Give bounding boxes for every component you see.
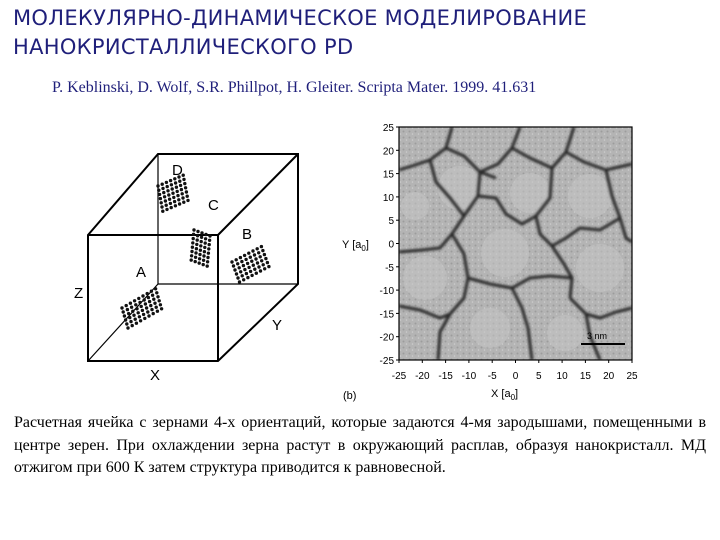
atom [243,254,246,257]
atom [204,241,207,244]
cube-edge [218,154,298,235]
x-tick-label: 15 [579,371,591,382]
atom [199,244,202,247]
atom [255,272,258,275]
atom [206,256,209,259]
y-tick-label: -5 [385,262,394,274]
atom [194,260,197,263]
atom [143,317,146,320]
atom [131,324,134,327]
atom [246,262,249,265]
atom [144,302,147,305]
atom [174,181,177,184]
atom [138,301,141,304]
atom [250,260,253,263]
grain-label-d: D [172,162,183,179]
atom [156,184,159,187]
atom [266,261,269,264]
atom [190,258,193,261]
atom [183,182,186,185]
atom [174,204,177,207]
y-axis-ticks [380,123,399,367]
axis-label-x: X [150,367,161,384]
atom [192,233,195,236]
atom [147,314,150,317]
atom [170,183,173,186]
atom [202,263,205,266]
atom [198,261,201,264]
atom [260,245,263,248]
panel-label-b: (b) [343,390,357,402]
figure [60,118,660,408]
atom [200,240,203,243]
atom [120,306,123,309]
atom [235,258,238,261]
y-tick-label: 5 [388,216,394,228]
atom [196,238,199,241]
x-tick-label: -20 [415,371,430,382]
atom [236,276,239,279]
atom [192,228,195,231]
atom [165,208,168,211]
atom [141,309,144,312]
x-tick-label: 25 [626,371,638,382]
figure-caption: Расчетная ячейка с зернами 4-х ориентаций, которые задаются 4-мя зародышами, помещенными в центре зерен. При охлаждении зерна растут в окружающий расплав, образуя нанокристалл. МД отжигом при 600 К затем структура приводится к равновесной. [14,414,706,476]
y-axis-label: Y $[a_0]$ [342,239,369,253]
atom [169,202,172,205]
x-tick-label: 5 [536,371,542,382]
atom [149,304,152,307]
atom [242,278,245,281]
atom [131,310,134,313]
atom [161,210,164,213]
atom [194,251,197,254]
y-tick-label: -25 [379,356,394,367]
atom [178,202,181,205]
atom [190,250,193,253]
atom [182,201,185,204]
grain-interior [568,174,612,218]
atom [203,250,206,253]
atom [175,186,178,189]
atom [200,231,203,234]
atom [150,308,153,311]
atom [199,249,202,252]
axis-label-y: Y [272,317,283,334]
atom [240,260,243,263]
atom [166,189,169,192]
grain-label-a: A [136,264,147,281]
atom [167,193,170,196]
grain-interior [481,229,529,277]
atom [137,311,140,314]
atom [190,254,193,257]
atom [171,187,174,190]
x-tick-label: 20 [603,371,615,382]
atom [200,236,203,239]
atom [160,205,163,208]
x-tick-label: -25 [391,371,407,382]
atom [125,304,128,307]
atom [170,206,173,209]
grain-interior [438,166,482,210]
x-tick-label: -5 [487,371,497,382]
atom [139,319,142,322]
atom [142,313,145,316]
atom [259,269,262,272]
atom [198,253,201,256]
grain-label-c: C [208,197,219,214]
atom [146,292,149,295]
atom [158,193,161,196]
slide-title-line-1: МОЛЕКУЛЯРНО-ДИНАМИЧЕСКОЕ МОДЕЛИРОВАНИЕ [13,6,588,30]
atom [263,267,266,270]
atom [165,181,168,184]
atom [208,243,211,246]
atom [191,246,194,249]
atom [262,263,265,266]
grain-interior [470,308,510,348]
atom [250,274,253,277]
atom [253,268,256,271]
x-tick-label: 10 [556,371,568,382]
atom [202,259,205,262]
x-axis-label: X $[a_0]$ [491,388,519,402]
atom [204,233,207,236]
atom [178,180,181,183]
y-tick-label: -15 [379,309,394,321]
atom [230,260,233,263]
reference-citation: P. Keblinski, D. Wolf, S.R. Phillpot, H. Gleiter. Scripta Mater. 1999. 41.631 [52,79,537,96]
y-tick-label: 25 [382,123,394,134]
grain-seeds [120,174,270,330]
y-tick-label: 15 [382,169,394,181]
atom [244,258,247,261]
slide-title [13,4,713,62]
atom [126,326,129,329]
atom [173,200,176,203]
y-tick-label: 20 [382,146,394,158]
x-tick-label: -10 [461,371,477,382]
atom [127,312,130,315]
atom [185,190,188,193]
atom [148,300,151,303]
y-tick-label: -10 [379,286,394,298]
atom [180,188,183,191]
atom [160,201,163,204]
atom [238,280,241,283]
atom [154,287,157,290]
atom [203,246,206,249]
atom [159,197,162,200]
atom [181,196,184,199]
atom [245,272,248,275]
atom [186,195,189,198]
atom [145,306,148,309]
atom [261,249,264,252]
atom [147,296,150,299]
atom [256,261,259,264]
x-axis-ticks [392,360,638,382]
atom [233,268,236,271]
grain-label-b: B [242,226,253,243]
atom [239,270,242,273]
atom [162,191,165,194]
atom [184,186,187,189]
atom [156,310,159,313]
atom [195,243,198,246]
atom [133,299,136,302]
atom [176,190,179,193]
y-tick-label: 10 [382,192,394,204]
atom [196,234,199,237]
atom [126,308,129,311]
atom [164,199,167,202]
atom [130,306,133,309]
atom [137,297,140,300]
atom [122,310,125,313]
atom [161,183,164,186]
atom [208,239,211,242]
atom [259,255,262,258]
atom [249,256,252,259]
atom [181,192,184,195]
atom [166,185,169,188]
grain-interior [401,192,429,220]
atom [132,314,135,317]
grain-interior [576,244,624,292]
atom [146,310,149,313]
atom [156,295,159,298]
atom [251,249,254,252]
atom [124,318,127,321]
atom [257,265,260,268]
atom [242,264,245,267]
atom [125,322,128,325]
x-tick-label: 0 [512,371,519,382]
atom [138,315,141,318]
atom [135,322,138,325]
atom [186,199,189,202]
slide-title-line-2: НАНОКРИСТАЛЛИЧЕСКОГО PD [13,35,354,59]
atom [165,204,168,207]
atom [247,266,250,269]
atom [161,187,164,190]
atom [155,306,158,309]
atom [243,268,246,271]
atom [169,179,172,182]
axis-label-z: Z [74,285,84,302]
atom [143,298,146,301]
atom [207,247,210,250]
atom [254,257,257,260]
atom [192,237,195,240]
atom [204,237,207,240]
atom [246,276,249,279]
atom [151,294,154,297]
atom [176,194,179,197]
atom [129,320,132,323]
atom [236,262,239,265]
atom [195,247,198,250]
atom [256,247,259,250]
atom [260,259,263,262]
atom [198,257,201,260]
atom [134,303,137,306]
atom [155,291,158,294]
y-tick-label: -20 [379,332,394,344]
cube-hidden-edge [88,284,158,361]
atom [207,252,210,255]
atom [257,251,260,254]
atom [152,312,155,315]
atom [163,195,166,198]
y-tick-label: 0 [388,239,394,251]
x-tick-label: -15 [438,371,453,382]
atom [238,266,241,269]
atom [252,264,255,267]
atom [141,294,144,297]
atom [179,184,182,187]
grain-interior [547,315,583,351]
atom [150,290,153,293]
atom [239,256,242,259]
figure-svg [60,118,660,408]
atom [191,241,194,244]
atom [206,264,209,267]
atom [172,196,175,199]
atom [168,198,171,201]
atom [134,318,137,321]
atom [140,305,143,308]
atom [267,265,270,268]
atom [241,274,244,277]
atom [128,316,131,319]
atom [158,299,161,302]
atom [249,270,252,273]
grain-interior [403,256,447,300]
atom [177,198,180,201]
atom [208,234,211,237]
atom [264,257,267,260]
atom [196,230,199,233]
atom [135,307,138,310]
atom [153,302,156,305]
atom [160,307,163,310]
atom [157,189,160,192]
atom [235,272,238,275]
atom [253,253,256,256]
atom [247,252,250,255]
atom [206,260,209,263]
scale-bar-label: 3 nm [587,331,608,341]
atom [202,254,205,257]
atom [263,253,266,256]
microstructure-image [399,127,632,360]
atom [194,256,197,259]
atom [129,302,132,305]
atom [232,264,235,267]
atom [159,303,162,306]
atom [123,314,126,317]
atom [171,192,174,195]
atom [152,298,155,301]
